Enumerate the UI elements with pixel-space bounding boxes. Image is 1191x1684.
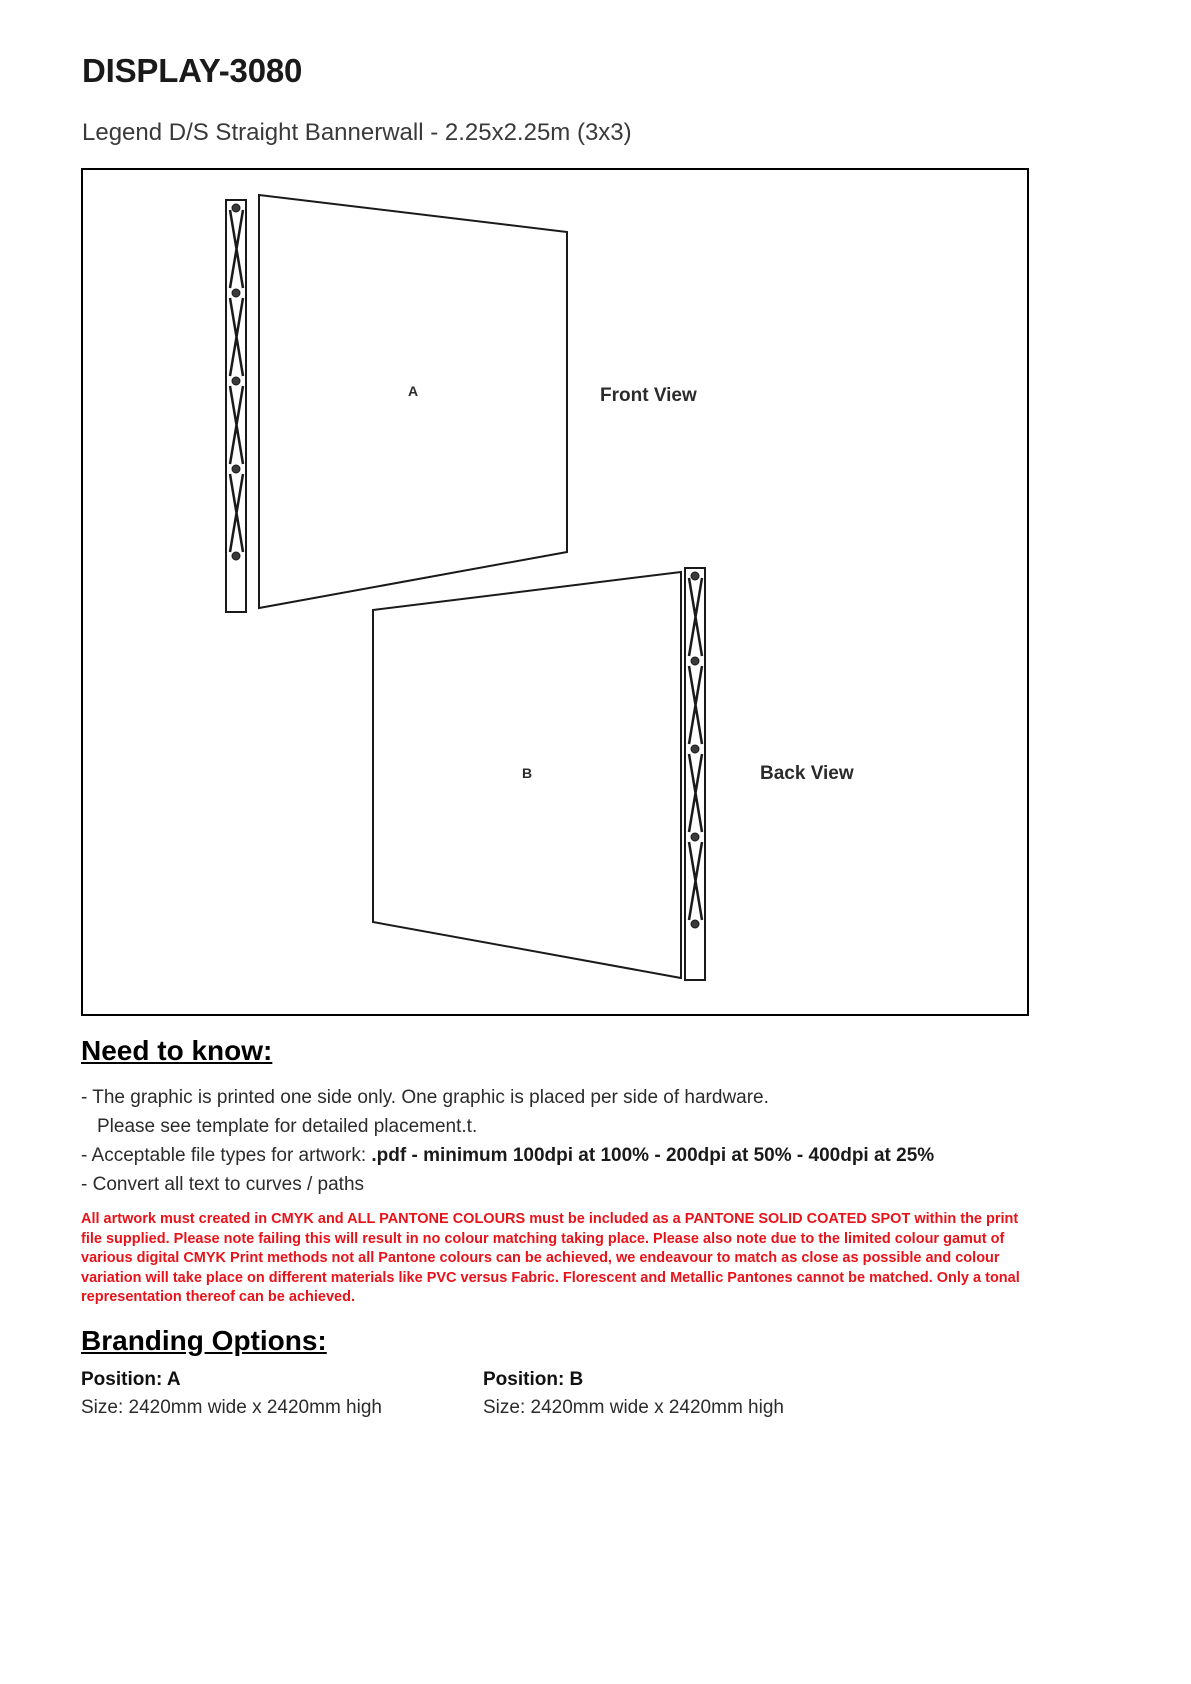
front-view-label: Front View — [600, 385, 697, 406]
front-frame-post — [226, 200, 246, 612]
list-item-label: - Acceptable file types for artwork: — [81, 1145, 372, 1166]
page-title: DISPLAY-3080 — [82, 52, 303, 89]
list-item — [81, 1141, 1041, 1170]
position-b-title: Position: B — [483, 1369, 584, 1390]
position-a-size: Size: 2420mm wide x 2420mm high — [81, 1397, 382, 1418]
panel-b-label: B — [521, 765, 533, 781]
panel-a-label: A — [407, 383, 419, 399]
pantone-warning-text: All artwork must created in CMYK and ALL PANTONE COLOURS must be included as a PANTONE SOLID COATED SPOT within the print file supplied. Please note failing this will result in no colour matching taking place. Please also note due to the limited colour gamut of various digital CMYK Print methods not all Pantone colours can be achieved, we endeavour to match as close as possible and colour variation will take place on different materials like PVC versus Fabric. Florescent and Metallic Pantones cannot be matched. Only a tonal representation thereof can be achieved. — [81, 1211, 1020, 1305]
product-diagram — [81, 168, 1029, 1016]
file-types-value: .pdf - minimum 100dpi at 100% - 200dpi at 50% - 400dpi at 25% — [371, 1145, 935, 1166]
back-frame-post — [685, 568, 705, 980]
position-a-title: Position: A — [81, 1369, 181, 1390]
panel-a-graphic — [259, 195, 567, 608]
position-b-block — [483, 1366, 784, 1422]
position-a-block — [81, 1366, 382, 1422]
need-to-know-list — [81, 1083, 1041, 1199]
bannerwall-drawing — [83, 170, 1027, 1014]
page-subtitle: Legend D/S Straight Bannerwall - 2.25x2.25m (3x3) — [82, 119, 632, 146]
list-item: - Convert all text to curves / paths — [81, 1174, 365, 1195]
list-item: Please see template for detailed placement.t. — [97, 1116, 478, 1137]
back-view-label: Back View — [760, 763, 854, 784]
list-item: - The graphic is printed one side only. One graphic is placed per side of hardware. — [81, 1087, 769, 1108]
position-b-size: Size: 2420mm wide x 2420mm high — [483, 1397, 784, 1418]
branding-options-heading: Branding Options: — [81, 1325, 327, 1356]
need-to-know-heading: Need to know: — [81, 1035, 273, 1066]
